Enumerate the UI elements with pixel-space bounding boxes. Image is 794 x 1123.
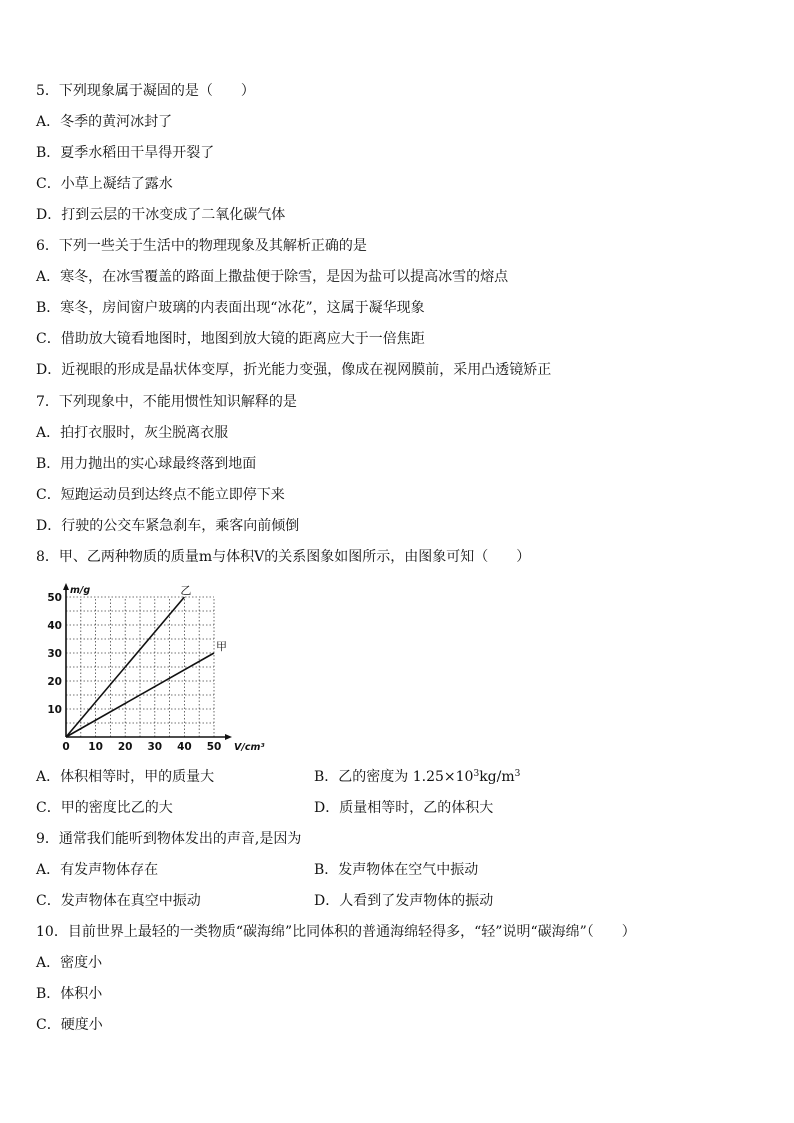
y-axis-label: m/g xyxy=(70,585,91,596)
x-tick-label: 0 xyxy=(62,741,70,753)
q6-option-c: C．借助放大镜看地图时，地图到放大镜的距离应大于一倍焦距 xyxy=(36,331,425,347)
q10-option-c: C．硬度小 xyxy=(36,1017,103,1033)
q7-option-a: A．拍打衣服时，灰尘脱离衣服 xyxy=(36,425,229,441)
q8-option-b-unit: kg/m xyxy=(479,769,515,785)
y-tick-label: 30 xyxy=(47,648,62,660)
q7-stem: 7．下列现象中，不能用惯性知识解释的是 xyxy=(36,394,297,410)
x-tick-label: 10 xyxy=(88,741,103,753)
q8-option-d: D．质量相等时，乙的体积大 xyxy=(314,800,494,816)
q7-option-d: D．行驶的公交车紧急刹车，乘客向前倾倒 xyxy=(36,518,300,534)
y-tick-label: 50 xyxy=(47,592,62,604)
q9-option-c: C．发声物体在真空中振动 xyxy=(36,893,201,909)
q9-option-a: A．有发声物体存在 xyxy=(36,862,159,878)
x-tick-label: 20 xyxy=(117,741,133,753)
x-axis-arrow xyxy=(225,734,232,740)
chart-svg xyxy=(36,584,265,756)
q6-option-b: B．寒冬，房间窗户玻璃的内表面出现“冰花”，这属于凝华现象 xyxy=(36,300,425,316)
q9-stem: 9．通常我们能听到物体发出的声音,是因为 xyxy=(36,831,302,847)
y-axis-arrow xyxy=(63,583,69,590)
q6-option-d: D．近视眼的形成是晶状体变厚，折光能力变强，像成在视网膜前，采用凸透镜矫正 xyxy=(36,362,552,378)
q6-stem: 6．下列一些关于生活中的物理现象及其解析正确的是 xyxy=(36,238,367,254)
series-label-1: 乙 xyxy=(180,584,192,597)
q10-option-b: B．体积小 xyxy=(36,986,103,1002)
q8-stem: 8．甲、乙两种物质的质量m与体积V的关系图象如图所示，由图象可知（ ） xyxy=(36,549,531,565)
q8-option-b-exponent: 3 xyxy=(473,769,480,779)
x-tick-label: 40 xyxy=(177,741,192,753)
q8-option-b-text: B．乙的密度为 1.25×10 xyxy=(314,769,474,785)
q5-option-c: C．小草上凝结了露水 xyxy=(36,176,173,192)
x-axis-label: V/cm³ xyxy=(234,742,265,753)
q5-option-b: B．夏季水稻田干旱得开裂了 xyxy=(36,145,215,161)
q7-option-c: C．短跑运动员到达终点不能立即停下来 xyxy=(36,487,285,503)
q5-stem: 5．下列现象属于凝固的是（ ） xyxy=(36,83,255,99)
q8-option-c: C．甲的密度比乙的大 xyxy=(36,800,173,816)
mass-volume-chart xyxy=(36,584,265,756)
q7-option-b: B．用力抛出的实心球最终落到地面 xyxy=(36,456,257,472)
q8-option-b-unit-exponent: 3 xyxy=(514,769,521,779)
q6-option-a: A．寒冬，在冰雪覆盖的路面上撒盐便于除雪，是因为盐可以提高冰雪的熔点 xyxy=(36,269,509,285)
q8-option-b xyxy=(314,768,520,786)
q9-option-b: B．发声物体在空气中振动 xyxy=(314,862,479,878)
x-tick-label: 30 xyxy=(147,741,163,753)
q5-option-a: A．冬季的黄河冰封了 xyxy=(36,114,173,130)
y-tick-label: 10 xyxy=(47,704,62,716)
y-tick-label: 40 xyxy=(47,620,62,632)
y-tick-label: 20 xyxy=(47,676,62,688)
q10-option-a: A．密度小 xyxy=(36,955,103,971)
q9-option-d: D．人看到了发声物体的振动 xyxy=(314,893,494,909)
x-tick-label: 50 xyxy=(206,741,222,753)
q10-stem: 10．目前世界上最轻的一类物质“碳海绵”比同体积的普通海绵轻得多，“轻”说明“碳海绵”（ ） xyxy=(36,924,636,940)
series-label-2: 甲 xyxy=(216,640,227,653)
q5-option-d: D．打到云层的干冰变成了二氧化碳气体 xyxy=(36,207,286,223)
q8-option-a: A．体积相等时，甲的质量大 xyxy=(36,769,215,785)
